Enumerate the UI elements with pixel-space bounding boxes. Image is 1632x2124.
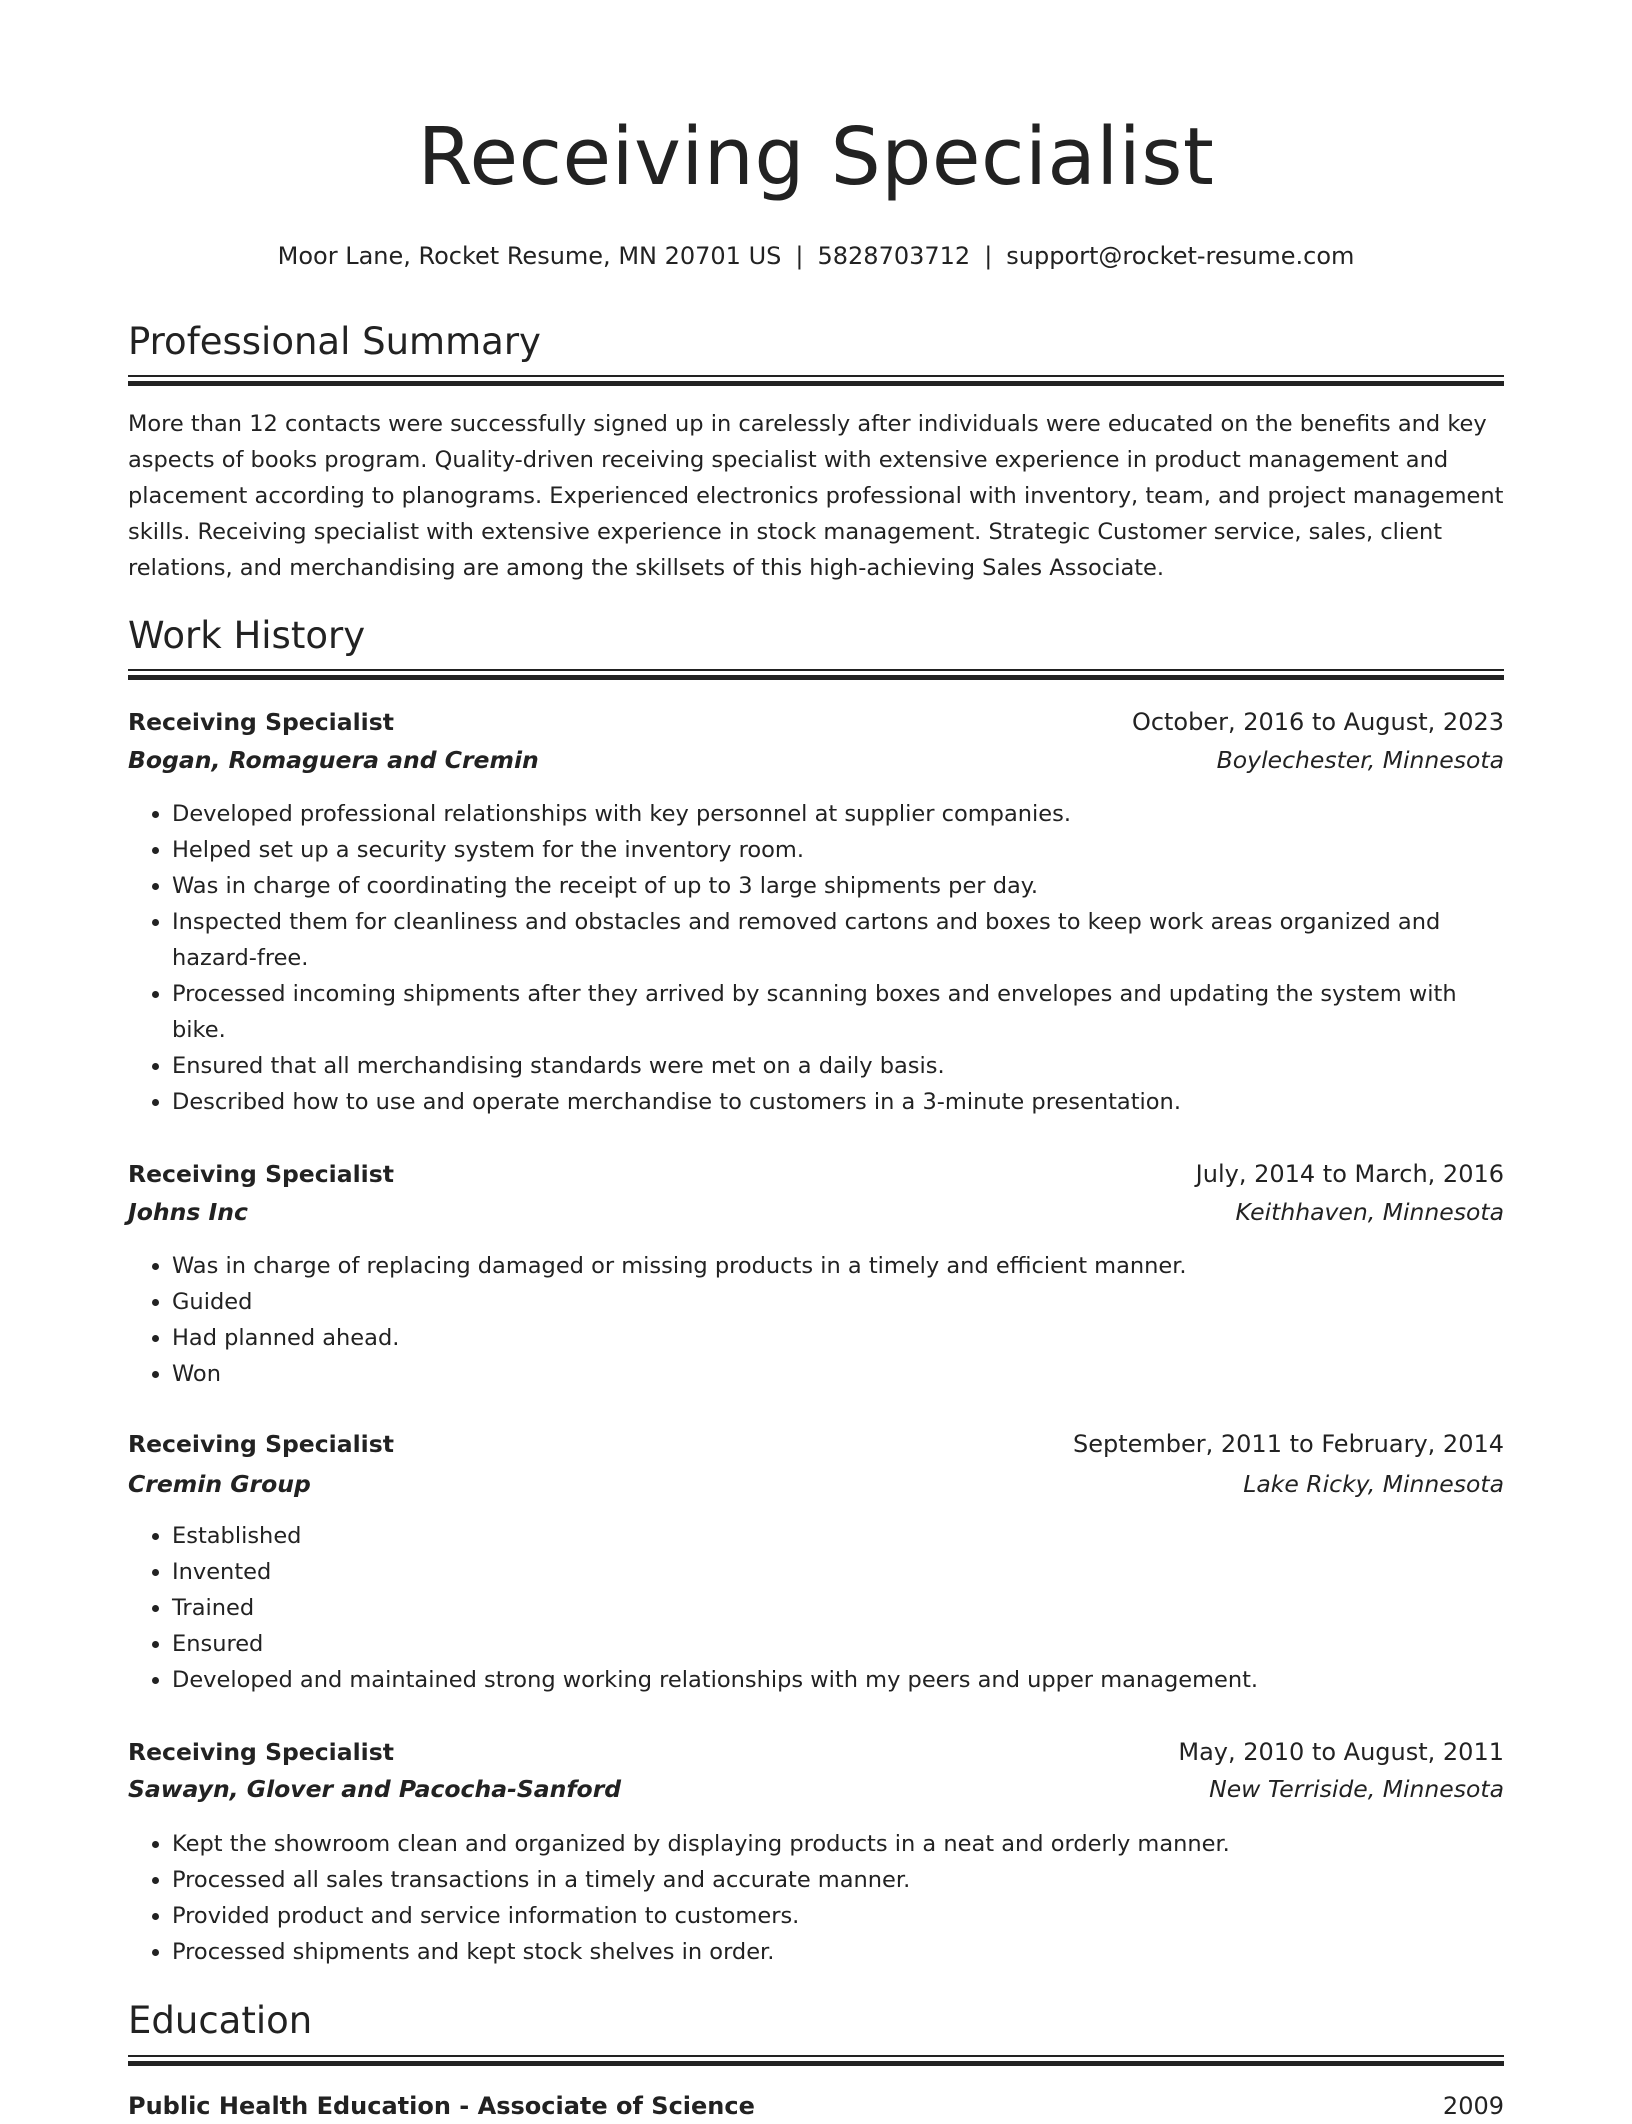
job-header-row (128, 704, 1504, 740)
job-title: Receiving Specialist (128, 1160, 394, 1188)
section-divider (128, 375, 1504, 386)
list-item: • Ensured that all merchandising standards were met on a daily basis. (172, 1048, 1504, 1084)
job-header-row (128, 1734, 1504, 1770)
job-dates: July, 2014 to March, 2016 (1195, 1160, 1504, 1188)
list-item: • Kept the showroom clean and organized by displaying products in a neat and orderly manner. (172, 1826, 1504, 1862)
job-dates: May, 2010 to August, 2011 (1178, 1738, 1504, 1766)
contact-line (128, 241, 1504, 271)
job-company: Cremin Group (128, 1470, 311, 1498)
summary-heading: Professional Summary (128, 320, 541, 363)
education-degree: Public Health Education - Associate of Science (128, 2092, 755, 2120)
education-year: 2009 (1442, 2092, 1504, 2120)
contact-separator: | (795, 242, 804, 270)
job-title: Receiving Specialist (128, 1738, 394, 1766)
job-header-row (128, 1426, 1504, 1462)
contact-separator: | (984, 242, 993, 270)
list-item: • Guided (172, 1284, 1504, 1320)
job-location: Boylechester, Minnesota (1216, 746, 1504, 774)
list-item: • Processed all sales transactions in a timely and accurate manner. (172, 1862, 1504, 1898)
job-company: Sawayn, Glover and Pacocha-Sanford (128, 1775, 622, 1803)
list-item: • Was in charge of replacing damaged or missing products in a timely and efficient manner. (172, 1248, 1504, 1284)
job-bullet-list (128, 1248, 1504, 1392)
education-heading: Education (128, 1999, 313, 2042)
list-item: • Trained (172, 1590, 1504, 1626)
list-item: • Developed professional relationships with key personnel at supplier companies. (172, 796, 1504, 832)
list-item: • Described how to use and operate merchandise to customers in a 3-minute presentation. (172, 1084, 1504, 1120)
education-row (128, 2088, 1504, 2124)
list-item: • Inspected them for cleanliness and obstacles and removed cartons and boxes to keep work areas organized and hazard-free. (172, 904, 1504, 976)
job-location: Keithhaven, Minnesota (1235, 1198, 1504, 1226)
job-company-row (128, 1771, 1504, 1807)
job-bullet-list (128, 796, 1504, 1120)
job-location: Lake Ricky, Minnesota (1243, 1470, 1504, 1498)
work-history-heading: Work History (128, 614, 366, 657)
contact-address: Moor Lane, Rocket Resume, MN 20701 US (277, 242, 782, 270)
job-company: Bogan, Romaguera and Cremin (128, 746, 539, 774)
job-bullet-list (128, 1826, 1504, 1970)
list-item: • Helped set up a security system for the inventory room. (172, 832, 1504, 868)
job-company-row (128, 1466, 1504, 1502)
job-bullet-list (128, 1518, 1504, 1698)
job-company: Johns Inc (128, 1198, 248, 1226)
contact-phone: 5828703712 (817, 242, 971, 270)
list-item: • Developed and maintained strong working relationships with my peers and upper management. (172, 1662, 1504, 1698)
job-title: Receiving Specialist (128, 708, 394, 736)
job-title: Receiving Specialist (128, 1430, 394, 1458)
section-divider (128, 2055, 1504, 2066)
list-item: • Processed incoming shipments after they arrived by scanning boxes and envelopes and updating the system with bike. (172, 976, 1504, 1048)
job-dates: September, 2011 to February, 2014 (1072, 1430, 1504, 1458)
list-item: • Established (172, 1518, 1504, 1554)
list-item: • Provided product and service information to customers. (172, 1898, 1504, 1934)
job-company-row (128, 1194, 1504, 1230)
contact-email[interactable]: support@rocket-resume.com (1006, 242, 1355, 270)
list-item: • Ensured (172, 1626, 1504, 1662)
job-header-row (128, 1156, 1504, 1192)
list-item: • Was in charge of coordinating the receipt of up to 3 large shipments per day. (172, 868, 1504, 904)
job-location: New Terriside, Minnesota (1209, 1775, 1504, 1803)
section-divider (128, 669, 1504, 680)
candidate-name: Receiving Specialist (417, 111, 1215, 203)
list-item: • Won (172, 1356, 1504, 1392)
list-item: • Invented (172, 1554, 1504, 1590)
job-company-row (128, 742, 1504, 778)
summary-text: More than 12 contacts were successfully signed up in carelessly after individuals were educated on the benefits and key aspects of books program. Quality-driven receiving specialist with extensive experience in product management and placement according to planograms. Experienced electronics professional with inventory, team, and project management skills. Receiving specialist with extensive experience in stock management. Strategic Customer service, sales, client relations, and merchandising are among the skillsets of this high-achieving Sales Associate. (128, 411, 1504, 581)
job-dates: October, 2016 to August, 2023 (1131, 708, 1504, 736)
list-item: • Had planned ahead. (172, 1320, 1504, 1356)
list-item: • Processed shipments and kept stock shelves in order. (172, 1934, 1504, 1970)
